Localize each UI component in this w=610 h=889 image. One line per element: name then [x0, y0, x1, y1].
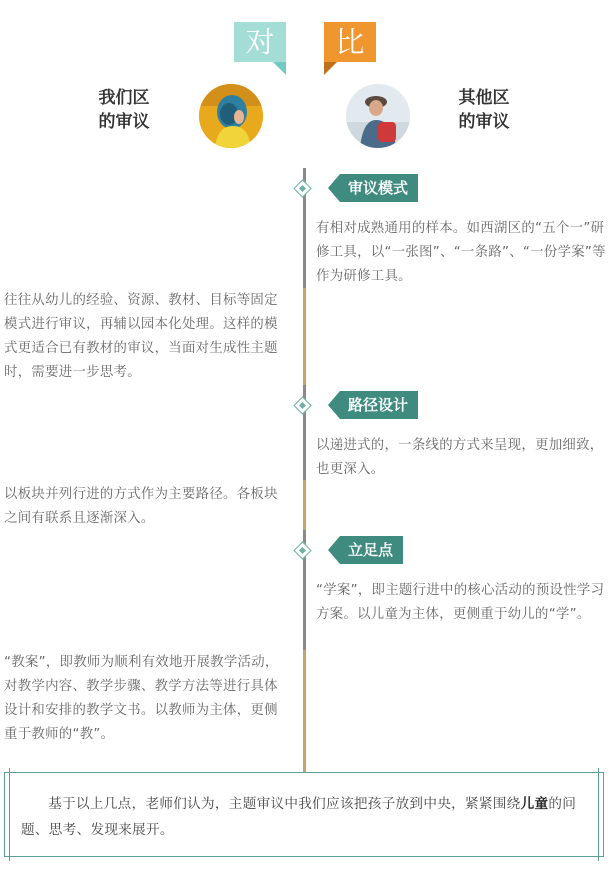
- heading-right-line1: 其他区: [458, 88, 510, 108]
- title-badge-right: 比: [324, 22, 376, 62]
- conclusion-text: [21, 791, 591, 843]
- timeline-segment-2: [303, 288, 306, 385]
- conclusion-text-before: 基于以上几点，老师们认为，主题审议中我们应该把孩子放到中央，紧紧围绕: [48, 796, 521, 812]
- heading-left-line2: 的审议: [98, 112, 150, 132]
- avatar-blue-hair: [199, 84, 263, 148]
- section-mode-right-text: 有相对成熟通用的样本。如西湖区的“五个一”研修工具，以“一张图”、“一条路”、“一份学案”等作为研修工具。: [316, 221, 606, 284]
- timeline-segment-6: [303, 650, 306, 772]
- diamond-marker-icon: [293, 541, 311, 559]
- conclusion-box: [4, 772, 604, 857]
- section-label-mode: 审议模式: [340, 174, 418, 202]
- timeline-segment-4: [303, 480, 306, 530]
- section-label-path: 路径设计: [340, 391, 418, 419]
- conclusion-text-after: 的问题、思考、发现来展开。: [21, 796, 577, 838]
- section-standpoint-left-text: “教案”，即教师为顺利有效地开展教学活动，对教学内容、教学步骤、教学方法等进行具体设计和安排的教学文书。以教师为主体，更侧重于教师的“教”。: [4, 655, 279, 742]
- section-path-right-text: 以递进式的，一条线的方式来呈现，更加细致，也更深入。: [316, 438, 604, 477]
- diamond-marker-icon: [293, 396, 311, 414]
- heading-left: [92, 86, 156, 134]
- section-label-standpoint: 立足点: [340, 536, 403, 564]
- diamond-marker-icon: [293, 179, 311, 197]
- conclusion-text-bold: 儿童: [520, 796, 549, 812]
- heading-right-line2: 的审议: [458, 112, 510, 132]
- heading-left-line1: 我们区: [98, 88, 150, 108]
- avatar-backpack: [346, 84, 410, 148]
- heading-right: [452, 86, 516, 134]
- section-mode-left-text: 往往从幼儿的经验、资源、教材、目标等固定模式进行审议，再辅以园本化处理。这样的模式更适合已有教材的审议，当面对生成性主题时，需要进一步思考。: [4, 293, 278, 380]
- title-badge-left: 对: [234, 22, 286, 62]
- section-standpoint-right-text: “学案”，即主题行进中的核心活动的预设性学习方案。以儿童为主体，更侧重于幼儿的“学”。: [316, 583, 605, 622]
- section-path-left-text: 以板块并列行进的方式作为主要路径。各板块之间有联系且逐渐深入。: [4, 487, 278, 526]
